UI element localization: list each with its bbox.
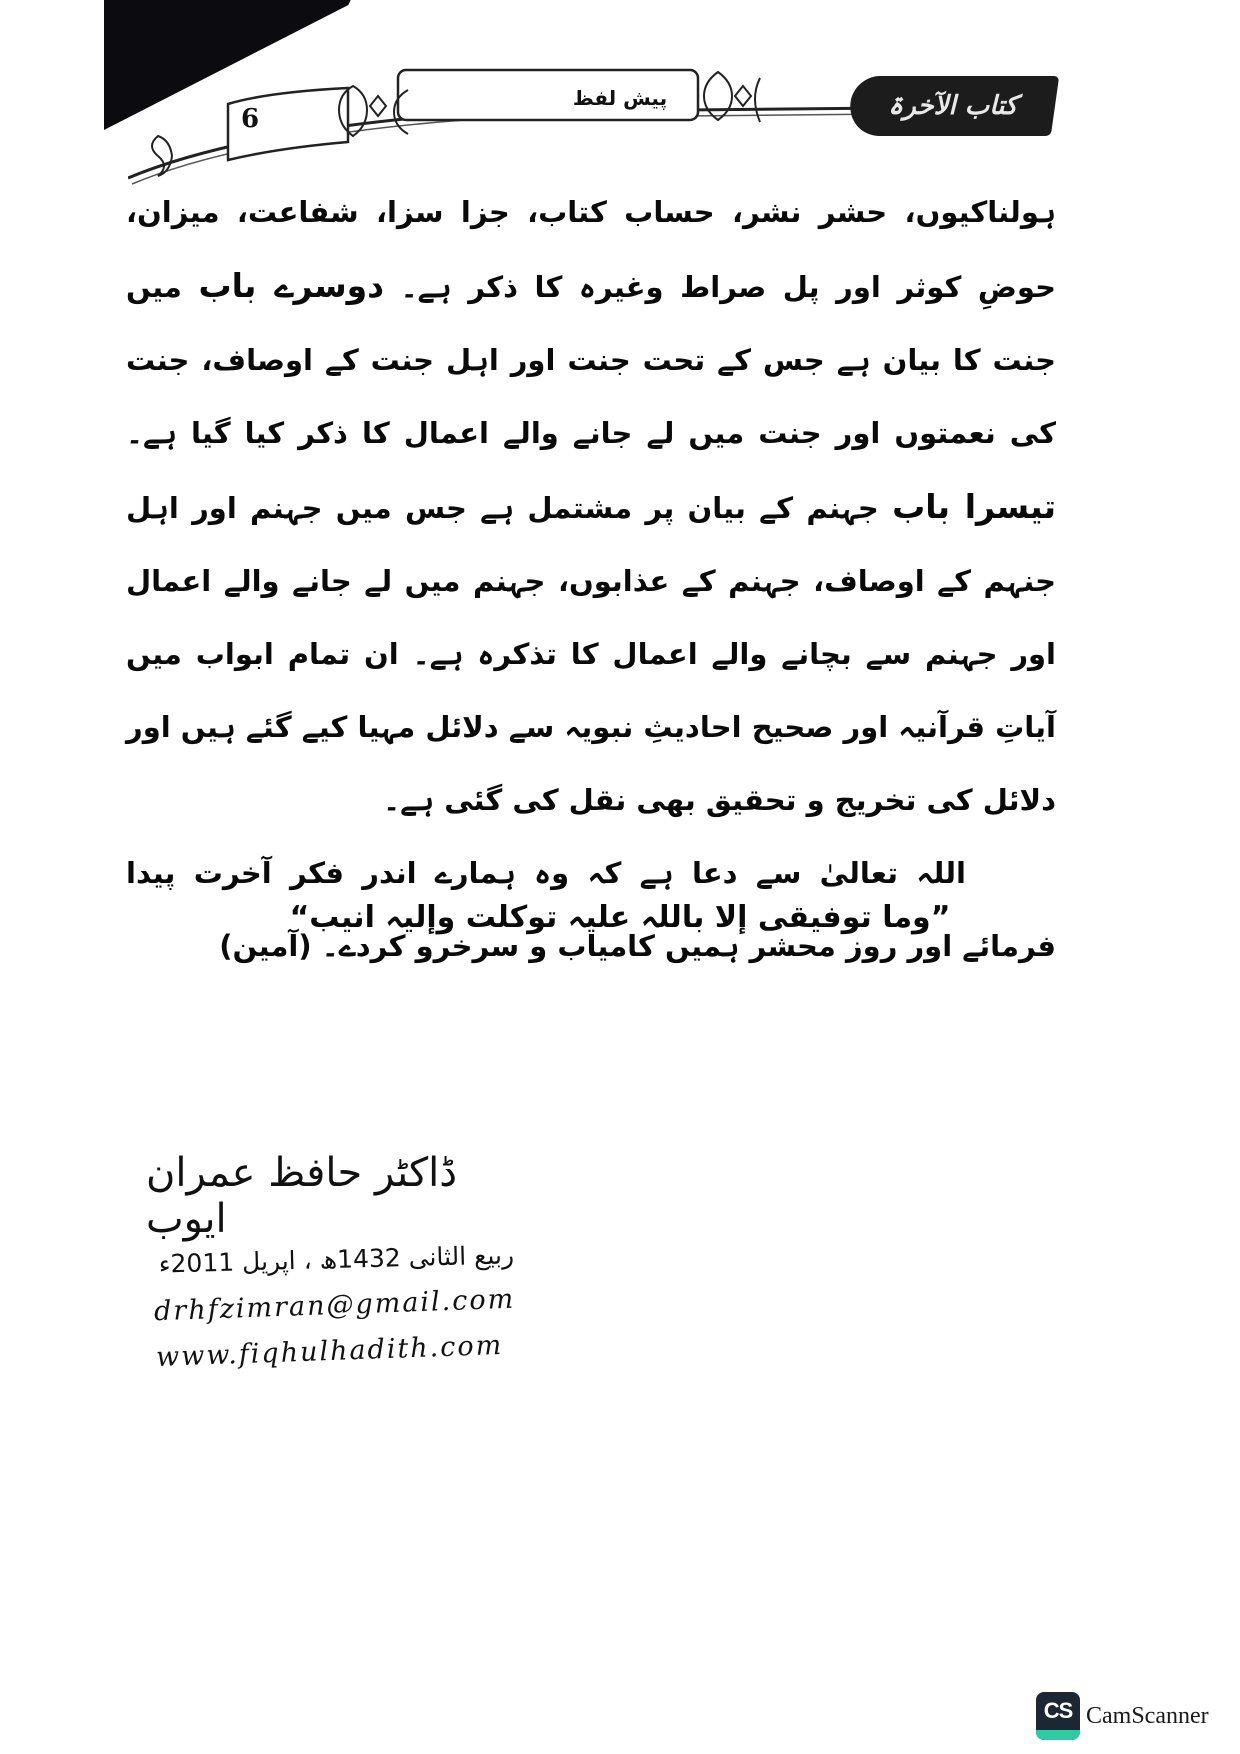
author-signature: ڈاکٹر حافظ عمران ایوب [146,1150,458,1242]
date-line: ربیع الثانی 1432ھ ، اپریل 2011ء [158,1240,515,1279]
author-website: www.fiqhulhadith.com [155,1329,504,1374]
section-title: پیش لفظ [572,86,668,110]
paragraph-text: ہولناکیوں، حشر نشر، حساب کتاب، جزا سزا، شفاعت، میزان، حوضِ کوثر اور پل صراط وغیرہ کا ذکر ہے۔ [126,195,1056,304]
preface-paragraph [126,176,1056,837]
camscanner-watermark [1036,1688,1209,1744]
page-number: 6 [240,104,260,134]
camscanner-label: CamScanner [1086,1702,1209,1729]
chapter-two-heading: دوسرے باب [198,266,385,305]
book-title: کتاب الآخرۃ [887,91,1018,121]
book-title-tab [846,76,1059,136]
quranic-quote: ”وما توفیقی إلا باللہ علیہ توکلت وإلیہ انیب“ [289,900,951,935]
paragraph-text: میں جنت کا بیان ہے جس کے تحت جنت اور اہل جنت کے اوصاف، جنت کی نعمتوں اور جنت میں لے جانے والے اعمال کا ذکر کیا گیا ہے۔ [126,270,1056,450]
prayer-paragraph: اللہ تعالیٰ سے دعا ہے کہ وہ ہمارے اندر فکر آخرت پیدا فرمائے اور روز محشر ہمیں کامیاب و سرخرو کردے۔ (آمین) [126,856,1056,963]
paragraph-text: جہنم کے بیان پر مشتمل ہے جس میں جہنم اور اہل جنہم کے اوصاف، جہنم کے عذابوں، جہنم میں لے جانے والے اعمال اور جہنم سے بچانے والے اعمال کا تذکرہ ہے۔ ان تمام ابواب میں آیاتِ قرآنیہ اور صحیح احادیثِ نبویہ سے دلائل مہیا کیے گئے ہیں اور دلائل کی تخریج و تحقیق بھی نقل کی گئی ہے۔ [126,491,1056,817]
preface-body [126,176,1056,983]
author-email: drhfzimran@gmail.com [153,1283,516,1328]
chapter-three-heading: تیسرا باب [892,487,1057,526]
camscanner-logo-icon: CS [1036,1692,1080,1740]
